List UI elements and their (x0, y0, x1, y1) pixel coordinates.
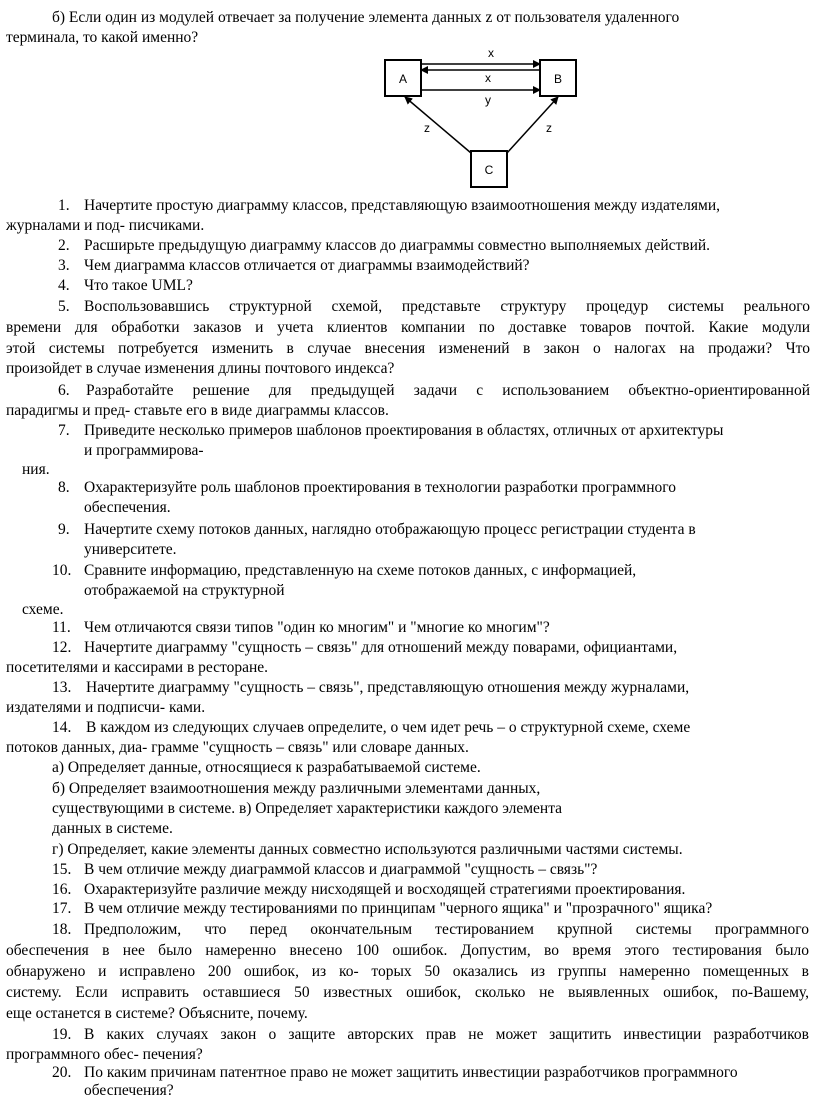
question-9-line-1: Начертите схему потоков данных, наглядно отображающую процесс регистрации студента в (84, 521, 696, 538)
question-19-line-2: программного обес- печения? (6, 1046, 203, 1063)
question-6-line-2: парадигмы и пред- ставьте его в виде диаграммы классов. (6, 402, 389, 419)
question-18-line-5: еще останется в системе? Объясните, почему. (6, 1005, 308, 1022)
label-y: y (485, 93, 491, 107)
question-18-line-4: систему. Если исправить оставшиеся 50 известных ошибок, сколько не выявленных ошибок, по-Вашему, (6, 984, 809, 1001)
module-c-label: C (484, 163, 494, 177)
intro-line-1: б) Если один из модулей отвечает за получение элемента данных z от пользователя удаленного (52, 9, 680, 26)
question-18-line-2: обеспечения в нее было намеренно внесено 100 ошибок. Допустим, во время этого тестирования было (6, 942, 809, 959)
question-17-number: 17. (52, 900, 72, 917)
label-x-bottom: x (485, 71, 491, 85)
question-20-line-1: По каким причинам патентное право не может защитить инвестиции разработчиков программного (84, 1064, 738, 1081)
question-14-option-b-line-1: б) Определяет взаимоотношения между различными элементами данных, (52, 780, 541, 797)
question-17-line-1: В чем отличие между тестированиями по принципам "черного ящика" и "прозрачного" ящика? (84, 900, 713, 917)
question-1-line-1: Начертите простую диаграмму классов, представляющую взаимоотношения между издателями, (84, 197, 720, 214)
question-12-number: 12. (52, 639, 72, 656)
question-14-line-1: В каждом из следующих случаев определите, о чем идет речь – о структурной схеме, схеме (86, 719, 691, 736)
question-8-line-1: Охарактеризуйте роль шаблонов проектирования в технологии разработки программного (84, 479, 676, 496)
question-11-number: 11. (52, 619, 71, 636)
question-16-line-1: Охарактеризуйте различие между нисходящей и восходящей стратегиями проектирования. (84, 881, 686, 898)
question-2-number: 2. (58, 237, 70, 254)
module-a-label: A (398, 72, 408, 86)
question-8-line-2: обеспечения. (84, 499, 171, 516)
question-14-option-g: г) Определяет, какие элементы данных совместно используются различными частями системы. (52, 841, 683, 858)
question-14-line-2: потоков данных, диа- грамме "сущность – связь" или словаре данных. (6, 739, 469, 756)
question-8-number: 8. (58, 479, 70, 496)
question-10-number: 10. (52, 562, 72, 579)
question-6-number: 6. (58, 382, 70, 399)
question-16-number: 16. (52, 881, 72, 898)
question-18-line-3: обнаружено и исправлено 200 ошибок, из ко- торых 50 оказались из группы намеренно помещенных в (6, 963, 809, 980)
label-x-top: x (488, 46, 494, 60)
question-18-line-1: Предположим, что перед окончательным тестированием крупной системы программного (84, 921, 809, 938)
question-14-option-b-line-3: данных в системе. (52, 820, 173, 837)
question-5-line-2: времени для обработки заказов и учета клиентов компании по доставке товаров почтой. Какие модули (6, 319, 810, 336)
question-7-number: 7. (58, 422, 70, 439)
question-14-option-b-line-2: существующими в системе. в) Определяет характеристики каждого элемента (52, 800, 563, 817)
module-diagram (380, 40, 580, 190)
question-12-line-2: посетителями и кассирами в ресторане. (6, 659, 269, 676)
question-13-line-1: Начертите диаграмму "сущность – связь", представляющую отношения между журналами, (86, 679, 690, 696)
question-4-line-1: Что такое UML? (84, 277, 193, 294)
question-5-line-4: произойдет в случае изменения длины почтового индекса? (6, 360, 395, 377)
module-b-label: B (553, 72, 563, 86)
question-1-line-2: журналами и под- писчиками. (6, 217, 205, 234)
question-7-line-3: ния. (22, 461, 50, 478)
question-7-line-1: Приведите несколько примеров шаблонов проектирования в областях, отличных от архитектуры (84, 422, 724, 439)
intro-line-2: терминала, то какой именно? (6, 29, 199, 46)
question-13-line-2: издателями и подписчи- ками. (6, 699, 206, 716)
question-11-line-1: Чем отличаются связи типов "один ко многим" и "многие ко многим"? (84, 619, 550, 636)
question-3-line-1: Чем диаграмма классов отличается от диаграммы взаимодействий? (84, 257, 530, 274)
question-5-line-3: этой системы потребуется изменить в случае внесения изменений в закон о налогах на продажи? Что (6, 340, 810, 357)
question-3-number: 3. (58, 257, 70, 274)
label-z-right: z (546, 121, 552, 135)
question-15-number: 15. (52, 861, 72, 878)
question-20-number: 20. (52, 1064, 72, 1081)
question-15-line-1: В чем отличие между диаграммой классов и диаграммой "сущность – связь"? (84, 861, 598, 878)
question-9-number: 9. (58, 521, 70, 538)
question-4-number: 4. (58, 277, 70, 294)
question-18-number: 18. (52, 921, 72, 938)
question-13-number: 13. (52, 679, 72, 696)
question-14-option-a: а) Определяет данные, относящиеся к разрабатываемой системе. (52, 759, 481, 776)
question-10-line-2: отображаемой на структурной (84, 582, 285, 599)
question-2-line-1: Расширьте предыдущую диаграмму классов до диаграммы совместно выполняемых действий. (84, 237, 711, 254)
question-14-number: 14. (52, 719, 72, 736)
arrow-z-left (405, 97, 471, 153)
question-10-line-1: Сравните информацию, представленную на схеме потоков данных, с информацией, (84, 562, 637, 579)
label-z-left: z (424, 121, 430, 135)
question-5-line-1: Воспользовавшись структурной схемой, представьте структуру процедур системы реального (84, 298, 810, 315)
question-1-number: 1. (58, 197, 70, 214)
question-7-line-2: и программирова- (84, 442, 204, 459)
question-19-line-1: В каких случаях закон о защите авторских прав не может защитить инвестиции разработчиков (84, 1026, 809, 1043)
question-20-line-2: обеспечения? (84, 1082, 174, 1099)
question-6-line-1: Разработайте решение для предыдущей задачи с использованием объектно-ориентированной (86, 382, 810, 399)
question-12-line-1: Начертите диаграмму "сущность – связь" для отношений между поварами, официантами, (84, 639, 678, 656)
question-10-line-3: схеме. (22, 601, 64, 618)
question-19-number: 19. (52, 1026, 72, 1043)
question-5-number: 5. (58, 298, 70, 315)
question-9-line-2: университете. (84, 541, 177, 558)
